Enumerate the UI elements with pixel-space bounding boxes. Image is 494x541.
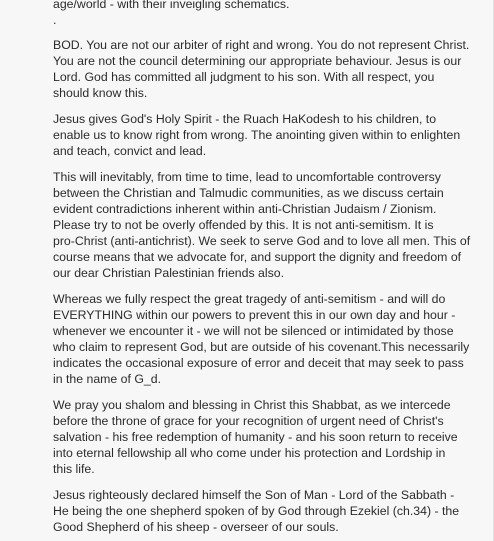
post-paragraph-anti-semitism: Whereas we fully respect the great tragedy of anti-semitism - and will do EVERYTHING within our powers to prevent this in our own day and hour - whenever we encounter it - we will not be silenced or intimidated by those who claim to represent God, but are outside of his covenant.This necessarily indicates the occasional exposure of error and deceit that may seek to pass in the name of G_d. bbox=[53, 292, 470, 386]
post-body bbox=[53, 0, 483, 541]
post-paragraph-controversy: This will inevitably, from time to time, lead to uncomfortable controversy between the Christian and Talmudic communities, as we discuss certain evident contradictions inherent within anti-Christian Judaism / Zionism. Please try to not be overly offended by this. It is not anti-semitism. It is pro-Christ (anti-antichrist). We seek to serve God and to love all men. This of course means that we advocate for, and support the dignity and freedom of our dear Christian Palestinian friends also. bbox=[53, 170, 471, 280]
post-paragraph-holy-spirit: Jesus gives God's Holy Spirit - the Ruach HaKodesh to his children, to enable us to know right from wrong. The anointing given within to enlighten and teach, convict and lead. bbox=[53, 112, 461, 158]
post-paragraph-bod: BOD. You are not our arbiter of right and wrong. You do not represent Christ. You are not the council determining our appropriate behaviour. Jesus is our Lord. God has committed all judgment to his son. With all respect, you should know this. bbox=[53, 38, 470, 100]
post-paragraph-intro: age/world - with their inveigling schematics. . bbox=[53, 0, 290, 27]
post-paragraph-shalom: We pray you shalom and blessing in Christ this Shabbat, as we intercede before the throne of grace for your recognition of urgent need of Christ's salvation - his free redemption of humanity - and his soon return to receive into eternal fellowship all who come under his protection and Lordship in this life. bbox=[53, 398, 458, 476]
post-paragraph-son-of-man: Jesus righteously declared himself the Son of Man - Lord of the Sabbath - He being the one shepherd spoken of by God through Ezekiel (ch.34) - the Good Shepherd of his sheep - overseer of our souls. bbox=[53, 488, 460, 534]
